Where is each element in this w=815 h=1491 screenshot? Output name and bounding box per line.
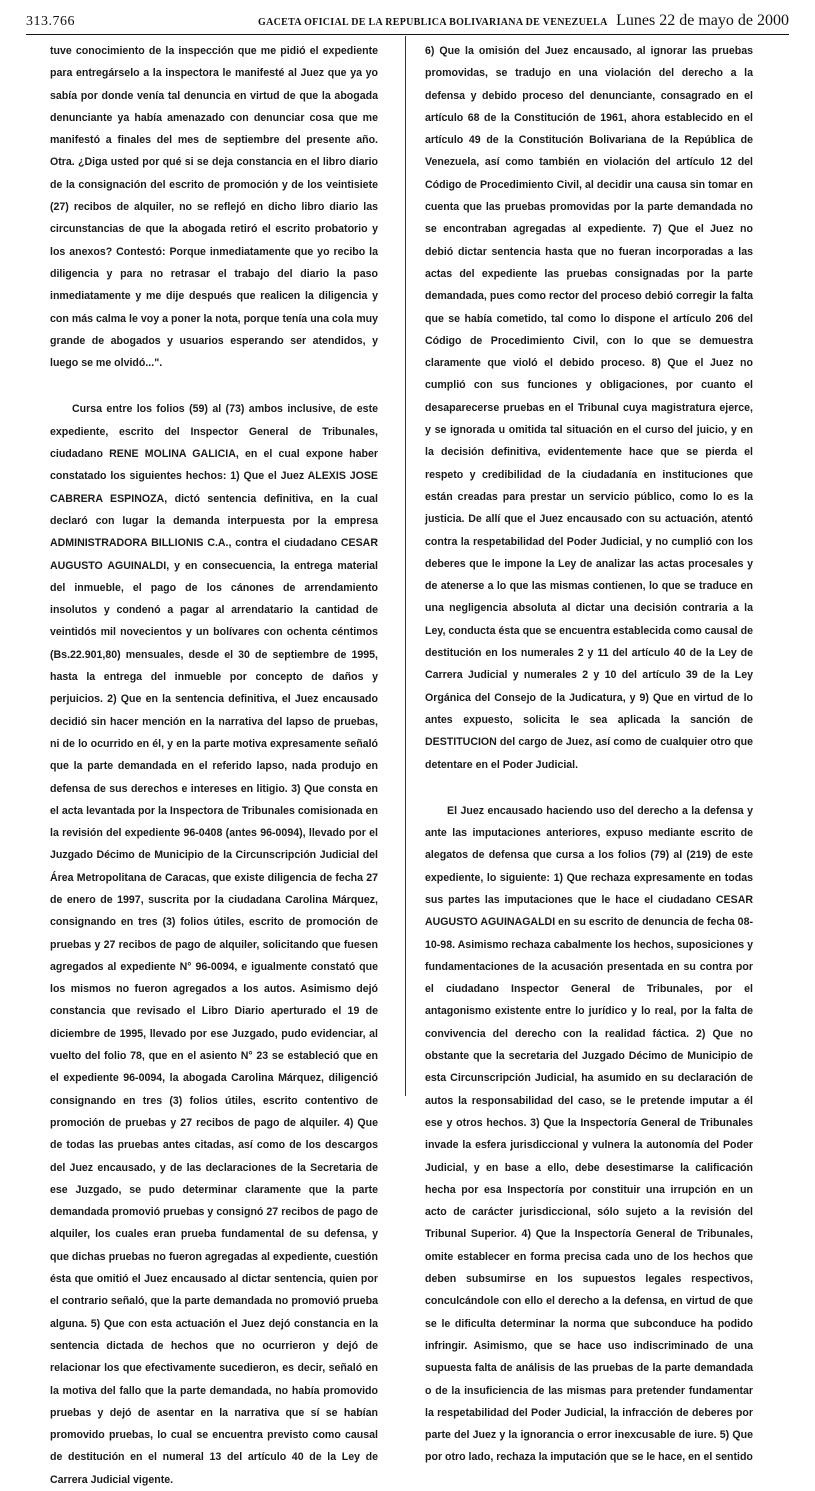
right-paragraph-1: 6) Que la omisión del Juez encausado, al ignorar las pruebas promovidas, se tradujo en una violación del derecho a la defensa y debido proceso del denunciante, consagrado en el artículo 68 de la Constitución de 1961, ahora establecido en el artículo 49 de la Constitución Bolivariana de la República de Venezuela, así como también en violación del artículo 12 del Código de Procedimiento Civil, al decidir una causa sin tomar en cuenta que las pruebas promovidas por la parte demandada no se encontraban agregadas al expediente. 7) Que el Juez no debió dictar sentencia hasta que no fueran incorporadas a las actas del expediente las pruebas consignadas por la parte demandada, pues como rector del proceso debió corregir la falta que se había cometido, tal como lo dispone el artículo 206 del Código de Procedimiento Civil, con lo que se demuestra claramente que violó el debido proceso. 8) Que el Juez no cumplió con sus funciones y obligaciones, por cuanto el desaparecerse pruebas en el Tribunal cuya magistratura ejerce, y se ignorada u omitida tal situación en el curso del juicio, y en la decisión definitiva, evidentemente hace que se pierda el respeto y credibilidad de la ciudadanía en instituciones que están creadas para prestar un servicio público, como lo es la justicia. De allí que el Juez encausado con su actuación, atentó contra la respetabilidad del Poder Judicial, y no cumplió con los deberes que le impone la Ley de analizar las actas procesales y de atenerse a lo que las mismas contienen, lo que se traduce en una negligencia absoluta al dictar una decisión contraria a la Ley, conducta ésta que se encuentra establecida como causal de destitución en los numerales 2 y 11 del artículo 40 de la Ley de Carrera Judicial y numerales 2 y 10 del artículo 39 de la Ley Orgánica del Consejo de la Judicatura, y 9) Que en virtud de lo antes expuesto, solicita le sea aplicada la sanción de DESTITUCION del cargo de Juez, así como de cualquier otro que detentare en el Poder Judicial. <box>425 45 753 771</box>
right-column <box>425 40 753 1469</box>
page-number: 313.766 <box>26 14 75 29</box>
column-divider <box>405 36 406 1096</box>
gazette-title: GACETA OFICIAL DE LA REPUBLICA BOLIVARIANA DE VENEZUELA <box>258 17 608 28</box>
left-paragraph-2: Cursa entre los folios (59) al (73) ambos inclusive, de este expediente, escrito del Inspector General de Tribunales, ciudadano RENE MOLINA GALICIA, en el cual expone haber constatado los siguientes hechos: 1) Que el Juez ALEXIS JOSE CABRERA ESPINOZA, dictó sentencia definitiva, en la cual declaró con lugar la demanda interpuesta por la empresa ADMINISTRADORA BILLIONIS C.A., contra el ciudadano CESAR AUGUSTO AGUINALDI, y en consecuencia, la entrega material del inmueble, el pago de los cánones de arrendamiento insolutos y condenó a pagar al arrendatario la cantidad de veintidós mil novecientos y un bolívares con ochenta céntimos (Bs.22.901,80) mensuales, desde el 30 de septiembre de 1995, hasta la entrega del inmueble por concepto de daños y perjuicios. 2) Que en la sentencia definitiva, el Juez encausado decidió sin hacer mención en la narrativa del lapso de pruebas, ni de lo ocurrido en él, y en la parte motiva expresamente señaló que la parte demandada en el referido lapso, nada produjo en defensa de sus derechos e intereses en litigio. 3) Que consta en el acta levantada por la Inspectora de Tribunales comisionada en la revisión del expediente 96-0408 (antes 96-0094), llevado por el Juzgado Décimo de Municipio de la Circunscripción Judicial del Área Metropolitana de Caracas, que existe diligencia de fecha 27 de enero de 1997, suscrita por la ciudadana Carolina Márquez, consignando en tres (3) folios útiles, escrito de promoción de pruebas y 27 recibos de pago de alquiler, solicitando que fuesen agregados al expediente N° 96-0094, e igualmente constató que los mismos no fueron agregados a los autos. Asimismo dejó constancia que revisado el Libro Diario aperturado el 19 de diciembre de 1995, llevado por ese Juzgado, pudo evidenciar, al vuelto del folio 78, que en el asiento N° 23 se estableció que en el expediente 96-0094, la abogada Carolina Márquez, diligenció consignando en tres (3) folios útiles, escrito contentivo de promoción de pruebas y 27 recibos de pago de alquiler. 4) Que de todas las pruebas antes citadas, así como de los descargos del Juez encausado, y de las declaraciones de la Secretaria de ese Juzgado, se pudo determinar claramente que la parte demandada promovió pruebas y consignó 27 recibos de pago de alquiler, los cuales eran prueba fundamental de su defensa, y que dichas pruebas no fueron agregadas al expediente, cuestión ésta que omitió el Juez encausado al dictar sentencia, quien por el contrario señaló, que la parte demandada no promovió prueba alguna. 5) Que con esta actuación el Juez dejó constancia en la sentencia dictada de hechos que no ocurrieron y dejó de relacionar los que efectivamente sucedieron, es decir, señaló en la motiva del fallo que la parte demandada, no había promovido pruebas y dejó de asentar en la narrativa que sí se habían promovido pruebas, lo cual se encuentra previsto como causal de destitución en el numeral 13 del artículo 40 de la Ley de Carrera Judicial vigente. <box>50 403 378 1486</box>
issue-date: Lunes 22 de mayo de 2000 <box>616 12 789 29</box>
left-paragraph-1: tuve conocimiento de la inspección que me pidió el expediente para entregárselo a la inspectora le manifesté al Juez que ya yo sabía por donde venía tal denuncia en virtud de que la abogada denunciante ya había amenazado con denunciar cosa que me manifestó a finales del mes de septiembre del presente año. Otra. ¿Diga usted por qué si se deja constancia en el libro diario de la consignación del escrito de promoción y de los veintisiete (27) recibos de alquiler, no se reflejó en dicho libro diario las circunstancias de que la abogada retiró el escrito probatorio y los anexos? Contestó: Porque inmediatamente que yo recibo la diligencia y para no retrasar el trabajo del diario la paso inmediatamente y me dije después que realicen la diligencia y con más calma le voy a poner la nota, porque tenía una cola muy grande de abogados y usuarios esperando ser atendidos, y luego se me olvidó...". <box>50 45 378 370</box>
right-paragraph-2: El Juez encausado haciendo uso del derecho a la defensa y ante las imputaciones anteriores, expuso mediante escrito de alegatos de defensa que cursa a los folios (79) al (219) de este expediente, lo siguiente: 1) Que rechaza expresamente en todas sus partes las imputaciones que le hace el ciudadano CESAR AUGUSTO AGUINAGALDI en su escrito de denuncia de fecha 08-10-98. Asimismo rechaza cabalmente los hechos, suposiciones y fundamentaciones de la acusación presentada en su contra por el ciudadano Inspector General de Tribunales, por el antagonismo existente entre lo jurídico y lo real, por la falta de convivencia del derecho con la realidad fáctica. 2) Que no obstante que la secretaria del Juzgado Décimo de Municipio de esta Circunscripción Judicial, ha asumido en su declaración de autos la responsabilidad del caso, se le pretende imputar a él ese y otros hechos. 3) Que la Inspectoría General de Tribunales invade la esfera jurisdiccional y vulnera la autonomía del Poder Judicial, y en base a ello, debe desestimarse la calificación hecha por esa Inspectoría por constituir una irrupción en un acto de carácter jurisdiccional, sólo sujeto a la revisión del Tribunal Superior. 4) Que la Inspectoría General de Tribunales, omite establecer en forma precisa cada uno de los hechos que deben subsumirse en los supuestos legales respectivos, conculcándole con ello el derecho a la defensa, en virtud de que se le dificulta determinar la norma que subconduce ha podido infringir. Asimismo, que se hace uso indiscriminado de una supuesta falta de análisis de las pruebas de la parte demandada o de la insuficiencia de las mismas para pretender fundamentar la respetabilidad del Poder Judicial, la infracción de deberes por parte del Juez y la ignorancia o error inexcusable de iure. 5) Que por otro lado, rechaza la imputación que se le hace, en el sentido <box>425 804 753 1464</box>
left-column <box>50 40 378 1491</box>
page-header <box>26 12 789 35</box>
